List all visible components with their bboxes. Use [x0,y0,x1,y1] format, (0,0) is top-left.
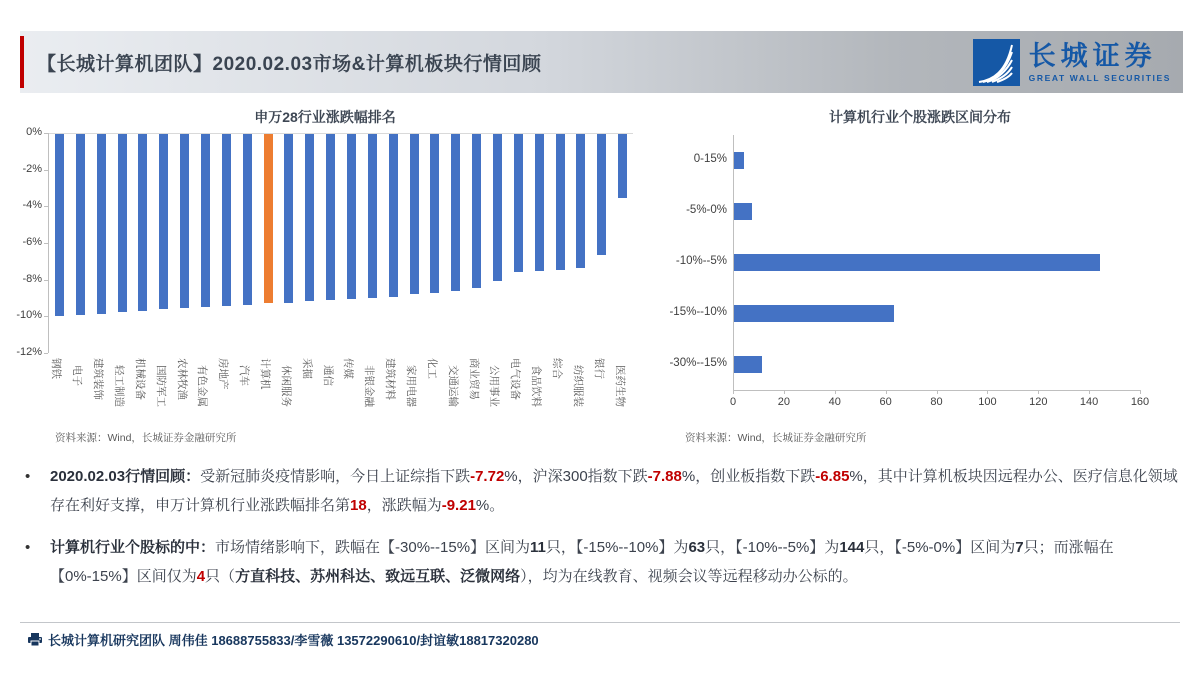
source-note-right: 资料来源：Wind，长城证券金融研究所 [685,432,867,444]
y-tick-mark [44,170,48,171]
x-tick-mark [1089,390,1090,394]
text-segment: %，创业板指数下跌 [681,468,816,485]
text-segment: -6.85 [815,468,850,485]
text-segment: -9.21 [441,497,476,514]
bar-公用事业 [493,134,502,281]
logo-text-en: GREAT WALL SECURITIES [1028,72,1171,83]
bar-汽车 [243,134,252,305]
company-logo [973,39,1171,86]
bar-纺织服装 [576,134,585,268]
x-tick-mark [987,390,988,394]
text-segment: %，沪深300指数下跌 [504,468,648,485]
text-segment: -7.72 [470,468,505,485]
text-segment: 只，【-10%--5%】为 [705,539,840,556]
text-segment: 11 [530,539,546,556]
text-segment: 计算机行业个股标的中： [50,539,216,556]
y-tick-mark [44,353,48,354]
x-label-纺织服装: 纺织服装 [571,365,584,407]
text-segment: 方直科技、苏州科达、致远互联、泛微网络 [235,568,521,585]
text-segment: 63 [688,539,706,556]
y-label--5%-0%: -5%-0% [686,203,727,216]
text-segment: 18 [350,497,367,514]
text-segment: -7.88 [647,468,682,485]
y-label--10%--5%: -10%--5% [675,254,727,267]
bar-有色金属 [201,134,210,307]
left-chart [0,105,650,455]
bar-机械设备 [138,134,147,311]
bullet-marker: • [25,539,31,556]
greatwall-sail-icon [973,39,1020,86]
x-tick-mark [886,390,887,394]
bar-国防军工 [159,134,168,309]
text-segment: 受新冠肺炎疫情影响，今日上证综指下跌 [200,468,471,485]
red-accent-stripe [20,36,24,88]
x-tick-label: 160 [1130,396,1150,408]
x-label-有色金属: 有色金属 [196,365,209,407]
footer-text: 长城计算机研究团队 周伟佳 18688755833/李雪薇 13572290610/封谊敏18817320280 [48,633,539,648]
x-label-房地产: 房地产 [217,358,230,390]
text-segment: ），均为在线教育、视频会议等远程移动办公标的。 [520,568,858,585]
x-label-化工: 化工 [425,358,438,379]
x-label-综合: 综合 [551,358,563,379]
source-note-left: 资料来源：Wind，长城证券金融研究所 [55,432,237,444]
text-segment: 只（ [205,568,236,585]
bar-0-15% [734,152,744,169]
y-tick-label: 0% [26,126,42,138]
x-tick-mark [733,390,734,394]
bullet-item-2 [25,533,1180,591]
bar-休闲服务 [284,134,293,303]
bullet-text-2 [50,533,1180,591]
y-label--30%--15%: -30%--15% [669,356,727,369]
bar-银行 [597,134,606,255]
bar-采掘 [305,134,314,301]
y-tick-mark [44,316,48,317]
bar-交通运输 [451,134,460,291]
text-segment: 144 [839,539,865,556]
x-label-国防军工: 国防军工 [154,365,167,407]
page-title: 【长城计算机团队】2020.02.03市场&计算机板块行情回顾 [37,53,542,75]
text-segment: 2020.02.03行情回顾： [50,468,201,485]
x-label-家用电器: 家用电器 [405,365,417,407]
x-tick-mark [1140,390,1141,394]
bar-食品饮料 [535,134,544,271]
x-label-钢铁: 钢铁 [50,358,63,379]
x-label-计算机: 计算机 [259,358,271,390]
right-chart [660,105,1180,455]
y-tick-label: -2% [22,162,42,175]
bar-通信 [326,134,335,300]
x-label-建筑装饰: 建筑装饰 [92,358,105,400]
bullet-text-1 [50,462,1180,520]
y-tick-label: -12% [16,346,42,358]
left-chart-plot [48,133,633,353]
text-segment: 只；而涨幅在【0%-15%】区间仅为 [50,539,1114,585]
bar-化工 [430,134,439,293]
bullet-item-1 [25,462,1180,520]
text-segment: 市场情绪影响下，跌幅在【-30%--15%】区间为 [215,539,531,556]
x-tick-label: 100 [978,396,997,408]
bar-电气设备 [514,134,523,272]
x-tick-label: 60 [879,396,892,408]
x-label-食品饮料: 食品饮料 [530,365,543,407]
x-label-银行: 银行 [592,358,605,379]
x-label-通信: 通信 [321,365,334,386]
text-segment: ，涨跌幅为 [366,497,442,514]
x-label-轻工制造: 轻工制造 [113,365,125,407]
y-tick-label: -6% [22,236,42,248]
text-segment: %。 [475,497,505,514]
x-label-汽车: 汽车 [238,365,251,386]
text-segment: 7 [1015,539,1024,556]
text-segment: 4 [196,568,206,585]
bar-电子 [76,134,85,315]
bar--15%--10% [734,305,894,322]
zero-gridline [49,133,633,134]
fax-icon [28,633,42,646]
x-label-商业贸易: 商业贸易 [467,358,480,400]
y-tick-label: -8% [22,272,42,285]
bar-商业贸易 [472,134,481,288]
bar--5%-0% [734,203,752,220]
x-tick-mark [937,390,938,394]
bar-家用电器 [410,134,419,294]
y-tick-mark [44,133,48,134]
logo-text-cn: 长城证券 [1028,41,1157,72]
y-tick-label: -10% [16,309,42,322]
x-label-电子: 电子 [71,365,84,386]
bar-建筑装饰 [97,134,106,314]
bar-建筑材料 [389,134,398,297]
bar-综合 [556,134,565,270]
y-tick-mark [44,243,48,244]
bar-轻工制造 [118,134,127,312]
text-segment: %，其中计算机板块因远程办公、医疗信息化领域存在利好支撑，申万计算机行业涨跌幅排名第 [50,468,1178,514]
y-tick-mark [44,280,48,281]
bar-房地产 [222,134,231,306]
bar--30%--15% [734,356,762,373]
x-tick-mark [1038,390,1039,394]
bullet-marker: • [25,468,31,485]
x-label-医药生物: 医药生物 [613,365,626,407]
y-label--15%--10%: -15%--10% [669,305,727,318]
x-tick-label: 120 [1029,396,1048,408]
bar-highlight-计算机 [264,134,273,303]
x-label-农林牧渔: 农林牧渔 [175,358,188,400]
x-label-休闲服务: 休闲服务 [279,365,292,407]
x-tick-mark [835,390,836,394]
bullet-list [25,462,1180,604]
x-label-采掘: 采掘 [300,358,313,379]
header-bar [20,31,1183,93]
text-segment: 只，【-5%-0%】区间为 [864,539,1016,556]
footer-contact [28,630,539,649]
x-label-交通运输: 交通运输 [446,365,459,407]
x-tick-label: 40 [828,396,841,408]
x-tick-label: 80 [930,396,943,408]
y-label-0-15%: 0-15% [693,152,727,165]
x-label-传媒: 传媒 [342,358,355,379]
x-label-非银金融: 非银金融 [363,365,376,407]
right-chart-title: 计算机行业个股涨跌区间分布 [829,109,1011,125]
y-tick-mark [44,206,48,207]
x-label-公用事业: 公用事业 [488,365,501,407]
x-tick-label: 0 [729,396,737,408]
bar-非银金融 [368,134,377,298]
x-label-建筑材料: 建筑材料 [384,358,397,400]
bar-农林牧渔 [180,134,189,308]
x-tick-mark [784,390,785,394]
bar-传媒 [347,134,356,299]
left-chart-title: 申万28行业涨跌幅排名 [254,109,396,125]
footer-divider [20,622,1180,623]
x-tick-label: 140 [1079,396,1099,408]
x-label-电气设备: 电气设备 [509,358,522,400]
x-tick-label: 20 [777,396,791,408]
bar-钢铁 [55,134,64,316]
bar--10%--5% [734,254,1100,271]
x-label-机械设备: 机械设备 [133,358,146,400]
text-segment: 只，【-15%--10%】为 [545,539,689,556]
bar-医药生物 [618,134,627,198]
y-tick-label: -4% [22,199,42,212]
